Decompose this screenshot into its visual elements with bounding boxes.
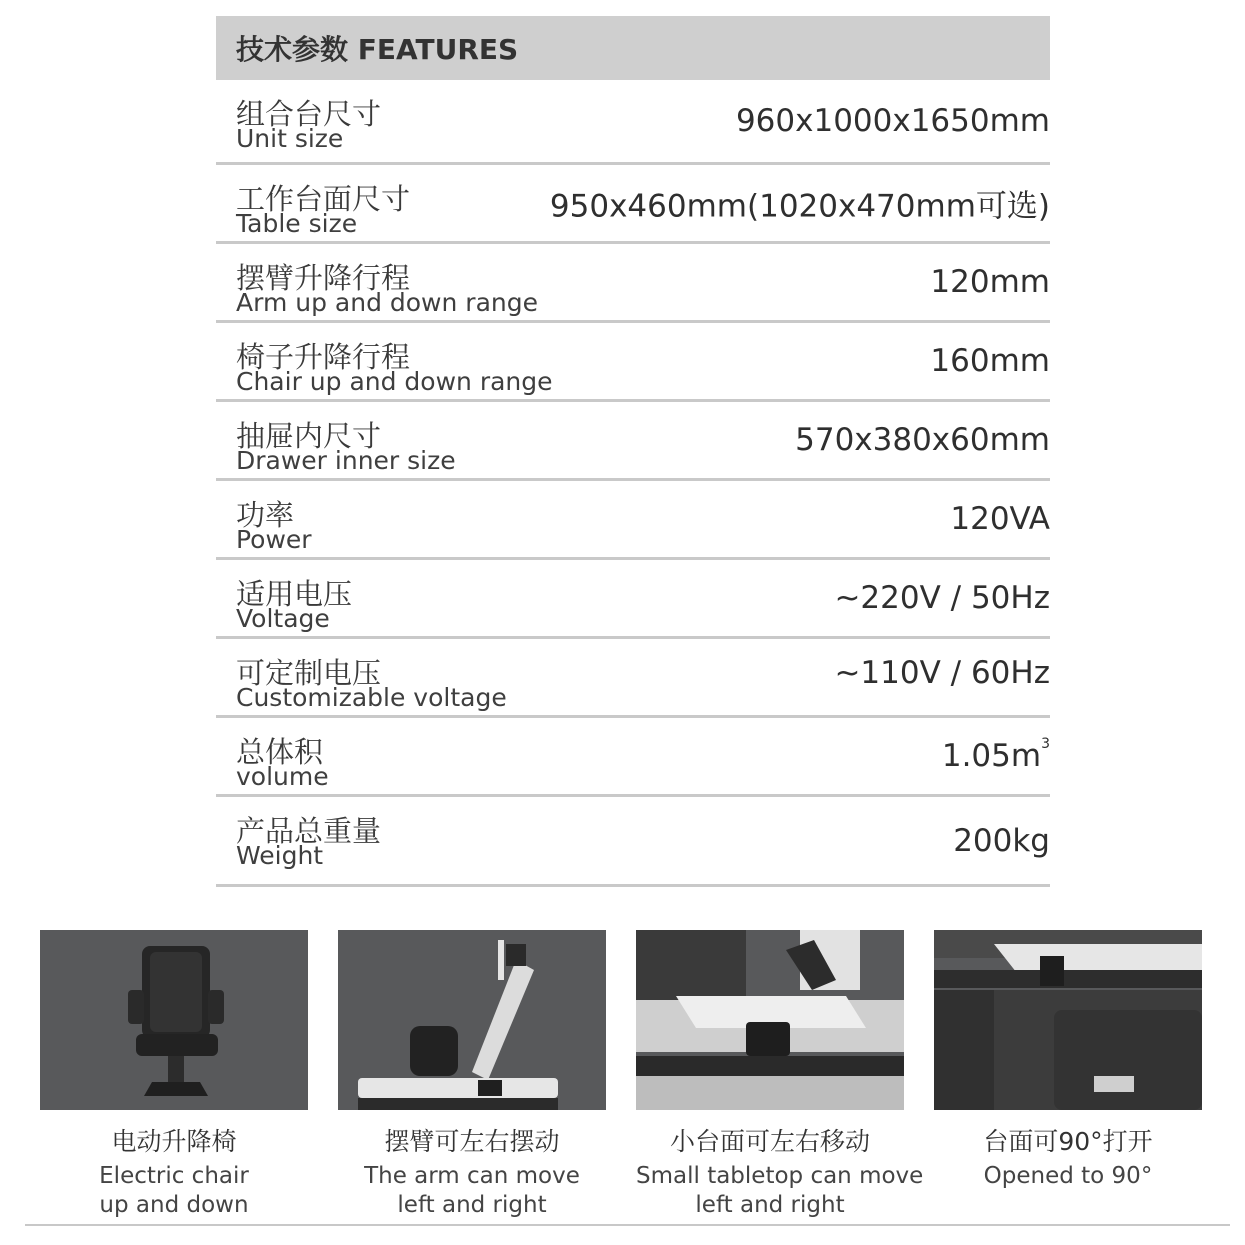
- arm-illustration: [338, 930, 606, 1110]
- spec-label-en: Arm up and down range: [236, 288, 538, 317]
- spec-header: [216, 16, 1050, 80]
- spec-row-power: [216, 481, 1050, 560]
- spec-value: ~220V / 50Hz: [834, 580, 1050, 616]
- spec-label-cn: 抽屉内尺寸: [236, 419, 382, 453]
- spec-value: 960x1000x1650mm: [735, 103, 1050, 139]
- chair-illustration: [40, 930, 308, 1110]
- electric-chair-photo: [40, 930, 308, 1110]
- bottom-divider: [25, 1224, 1230, 1226]
- spec-value: ~110V / 60Hz: [834, 655, 1050, 691]
- spec-title: 技术参数 FEATURES: [236, 33, 519, 66]
- spec-label-en: volume: [236, 762, 329, 791]
- spec-row-table-size: [216, 165, 1050, 244]
- spec-value: 200kg: [953, 822, 1050, 859]
- spec-label-cn: 适用电压: [236, 577, 353, 611]
- spec-label-en: Customizable voltage: [236, 683, 507, 712]
- spec-label-cn: 摆臂升降行程: [236, 261, 411, 295]
- spec-label-cn: 总体积: [236, 735, 324, 769]
- arm-move-photo: [338, 930, 606, 1110]
- spec-row-drawer-size: [216, 402, 1050, 481]
- open-90-photo: [934, 930, 1202, 1110]
- feature-caption-cn: 电动升降椅: [111, 1127, 237, 1156]
- feature-caption-cn: 台面可90°打开: [983, 1127, 1153, 1156]
- spec-label-cn: 功率: [236, 498, 295, 532]
- feature-caption-en: Electric chair: [99, 1163, 249, 1189]
- spec-value: 120VA: [950, 501, 1050, 537]
- spec-row-chair-range: [216, 323, 1050, 402]
- spec-label-en: Weight: [236, 841, 324, 870]
- feature-caption-en: left and right: [695, 1192, 845, 1218]
- tabletop-move-photo: [636, 930, 904, 1110]
- feature-tabletop-move: [636, 930, 924, 1220]
- spec-row-volume: [216, 718, 1050, 797]
- feature-caption-en: left and right: [397, 1192, 547, 1218]
- open-table-illustration: [934, 930, 1202, 1110]
- spec-row-arm-range: [216, 244, 1050, 323]
- spec-row-unit-size: [216, 80, 1050, 165]
- spec-label-en: Table size: [236, 209, 358, 238]
- spec-label-cn: 产品总重量: [236, 814, 382, 848]
- spec-label-en: Chair up and down range: [236, 367, 553, 396]
- spec-label-en: Power: [236, 525, 312, 554]
- feature-caption-en: Opened to 90°: [983, 1163, 1153, 1189]
- feature-caption-cn: 小台面可左右移动: [669, 1127, 870, 1156]
- feature-caption-en: The arm can move: [364, 1163, 580, 1189]
- spec-label-cn: 工作台面尺寸: [236, 182, 411, 216]
- spec-label-en: Voltage: [236, 604, 330, 633]
- spec-label-cn: 组合台尺寸: [236, 97, 382, 131]
- superscript-3: 3: [1041, 736, 1050, 752]
- spec-value: 570x380x60mm: [795, 422, 1050, 458]
- spec-value: 1.05m: [941, 738, 1042, 774]
- spec-row-custom-voltage: [216, 639, 1050, 718]
- spec-row-weight: [216, 797, 1050, 887]
- spec-label-en: Unit size: [236, 124, 344, 153]
- spec-value-volume: [942, 738, 1050, 774]
- feature-caption-cn: 摆臂可左右摆动: [384, 1127, 560, 1156]
- spec-value: 120mm: [930, 264, 1050, 300]
- spec-table: [216, 16, 1050, 887]
- feature-caption-en: up and down: [99, 1192, 249, 1218]
- spec-row-voltage: [216, 560, 1050, 639]
- feature-electric-chair: [40, 930, 308, 1220]
- spec-label-en: Drawer inner size: [236, 446, 456, 475]
- spec-value: 160mm: [930, 343, 1050, 379]
- spec-label-cn: 可定制电压: [236, 656, 382, 690]
- spec-label-cn: 椅子升降行程: [236, 340, 411, 374]
- feature-open-90: [934, 930, 1202, 1191]
- tabletop-illustration: [636, 930, 904, 1110]
- feature-arm-move: [338, 930, 606, 1220]
- feature-caption-en: Small tabletop can move: [636, 1163, 924, 1189]
- spec-value: 950x460mm(1020x470mm可选): [549, 188, 1050, 225]
